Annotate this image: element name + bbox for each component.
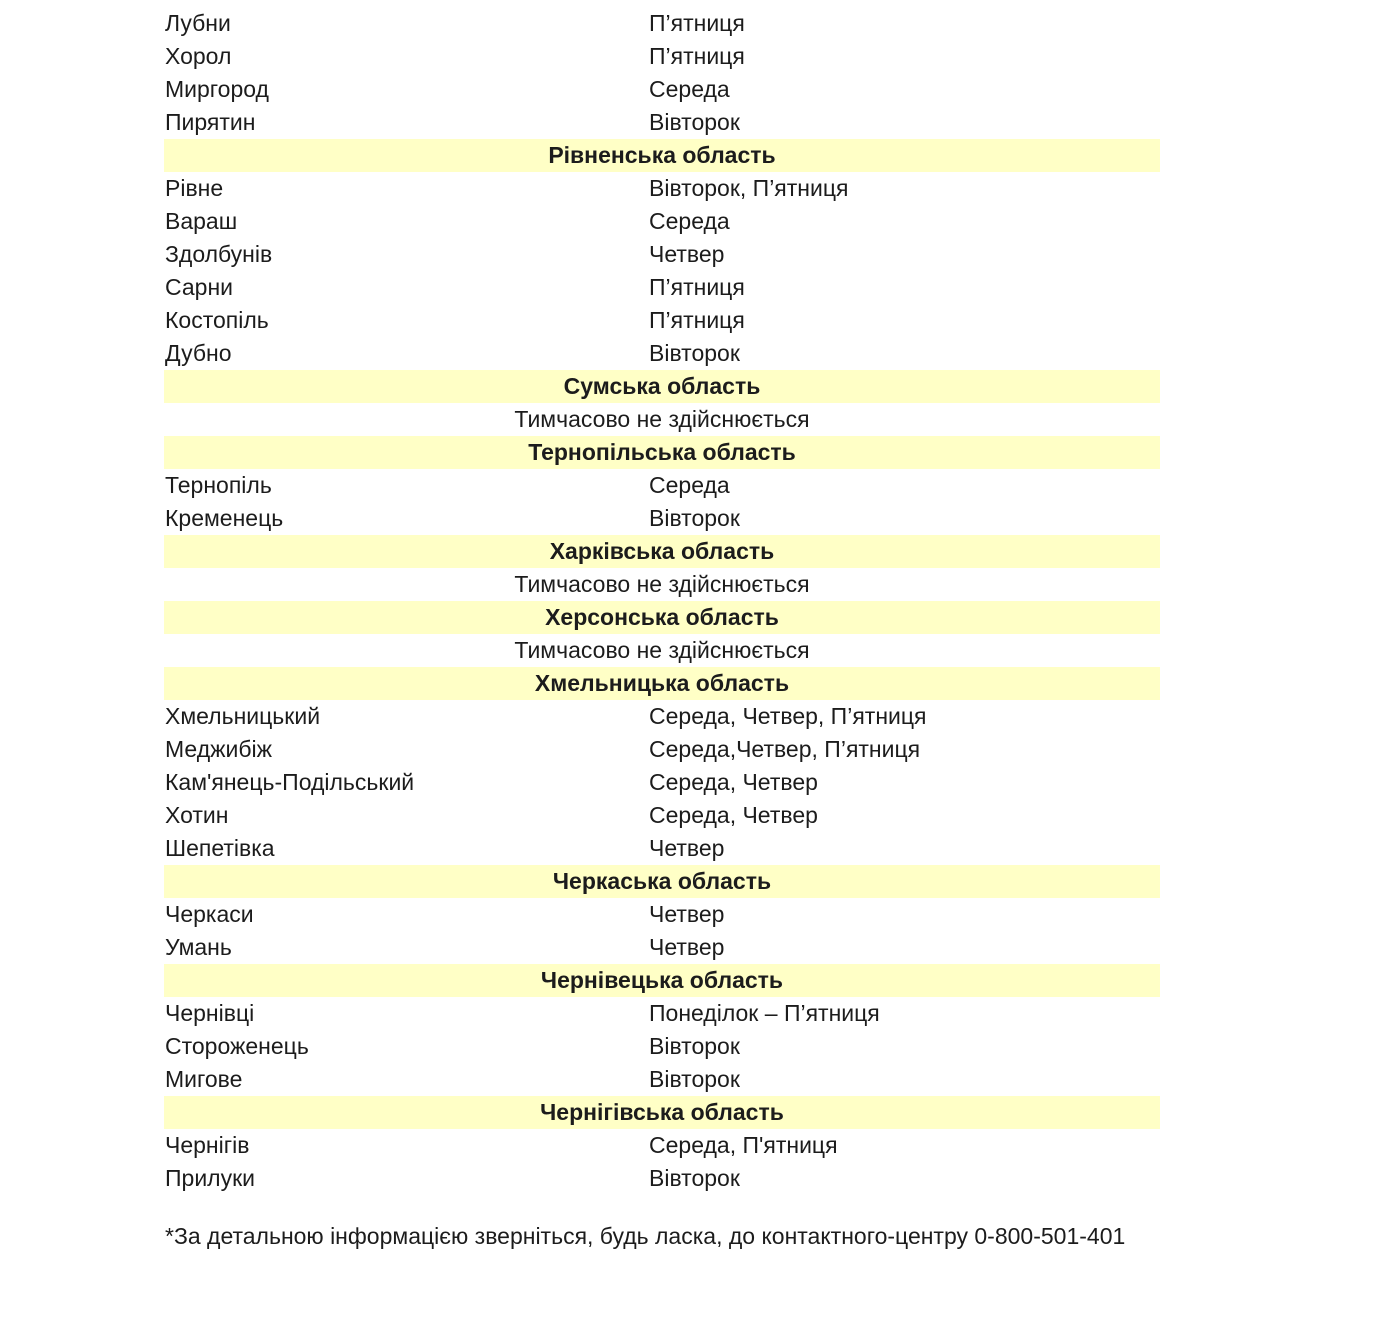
table-row <box>164 931 1160 964</box>
delivery-days: Четвер <box>649 934 725 960</box>
table-row <box>164 733 1160 766</box>
region-header: Черкаська область <box>164 865 1160 898</box>
delivery-days: Вівторок <box>649 340 740 366</box>
city-name: Хорол <box>165 43 232 69</box>
delivery-days: П’ятниця <box>649 43 745 69</box>
table-row <box>164 799 1160 832</box>
region-header: Чернігівська область <box>164 1096 1160 1129</box>
delivery-days: Середа <box>649 472 730 498</box>
contact-footnote: *За детальною інформацією зверніться, будь ласка, до контактного-центру 0-800-501-401 <box>165 1223 1126 1249</box>
region-header: Хмельницька область <box>164 667 1160 700</box>
city-name: Миргород <box>165 76 269 102</box>
table-row <box>164 1030 1160 1063</box>
table-row <box>164 898 1160 931</box>
delivery-days: Понеділок – П’ятниця <box>649 1000 880 1026</box>
delivery-days: Середа <box>649 76 730 102</box>
city-name: Прилуки <box>165 1165 256 1191</box>
city-name: Стороженець <box>165 1033 309 1059</box>
unavailable-note: Тимчасово не здійснюється <box>514 406 810 432</box>
city-name: Костопіль <box>165 307 269 333</box>
city-name: Хмельницький <box>165 703 321 729</box>
table-row <box>164 7 1160 40</box>
table-row <box>164 73 1160 106</box>
table-row <box>164 1063 1160 1096</box>
table-row <box>164 832 1160 865</box>
table-row <box>164 304 1160 337</box>
region-header: Херсонська область <box>164 601 1160 634</box>
delivery-days: Вівторок <box>649 109 740 135</box>
delivery-days: Середа,Четвер, П’ятниця <box>649 736 921 762</box>
table-row <box>164 766 1160 799</box>
delivery-days: П’ятниця <box>649 307 745 333</box>
delivery-days: Середа, П'ятниця <box>649 1132 838 1158</box>
table-row <box>164 1129 1160 1162</box>
table-row <box>164 469 1160 502</box>
city-name: Здолбунів <box>165 241 273 267</box>
delivery-days: Середа, Четвер, П’ятниця <box>649 703 927 729</box>
city-name: Кам'янець-Подільський <box>165 769 415 795</box>
city-name: Шепетівка <box>165 835 275 861</box>
delivery-days: Четвер <box>649 241 725 267</box>
city-name: Лубни <box>165 10 231 36</box>
table-row <box>164 40 1160 73</box>
unavailable-note: Тимчасово не здійснюється <box>514 637 810 663</box>
delivery-days: Вівторок <box>649 1066 740 1092</box>
table-row <box>164 271 1160 304</box>
region-header: Тернопільська область <box>164 436 1160 469</box>
city-name: Пирятин <box>165 109 256 135</box>
table-row <box>164 1162 1160 1195</box>
region-header: Рівненська область <box>164 139 1160 172</box>
delivery-days: П’ятниця <box>649 10 745 36</box>
table-row <box>164 238 1160 271</box>
unavailable-note: Тимчасово не здійснюється <box>514 571 810 597</box>
city-name: Меджибіж <box>165 736 273 762</box>
table-row <box>164 502 1160 535</box>
city-name: Кременець <box>165 505 284 531</box>
delivery-days: Середа <box>649 208 730 234</box>
delivery-days: Четвер <box>649 835 725 861</box>
table-row <box>164 172 1160 205</box>
delivery-days: Четвер <box>649 901 725 927</box>
delivery-days: Вівторок <box>649 1165 740 1191</box>
city-name: Черкаси <box>165 901 254 927</box>
city-name: Тернопіль <box>165 472 272 498</box>
delivery-days: Середа, Четвер <box>649 769 818 795</box>
city-name: Мигове <box>165 1066 243 1092</box>
delivery-days: Вівторок <box>649 1033 740 1059</box>
city-name: Сарни <box>165 274 234 300</box>
delivery-days: Вівторок, П’ятниця <box>649 175 849 201</box>
table-row <box>164 205 1160 238</box>
schedule-table <box>164 7 1160 1195</box>
table-row <box>164 997 1160 1030</box>
city-name: Хотин <box>165 802 229 828</box>
city-name: Рівне <box>165 175 224 201</box>
region-header: Сумська область <box>164 370 1160 403</box>
city-name: Вараш <box>165 208 238 234</box>
table-row <box>164 700 1160 733</box>
delivery-days: Середа, Четвер <box>649 802 818 828</box>
table-row <box>164 337 1160 370</box>
city-name: Чернігів <box>165 1132 250 1158</box>
delivery-days: Вівторок <box>649 505 740 531</box>
region-header: Харківська область <box>164 535 1160 568</box>
city-name: Чернівці <box>165 1000 255 1026</box>
delivery-days: П’ятниця <box>649 274 745 300</box>
city-name: Умань <box>165 934 232 960</box>
region-header: Чернівецька область <box>164 964 1160 997</box>
city-name: Дубно <box>165 340 232 366</box>
table-row <box>164 106 1160 139</box>
